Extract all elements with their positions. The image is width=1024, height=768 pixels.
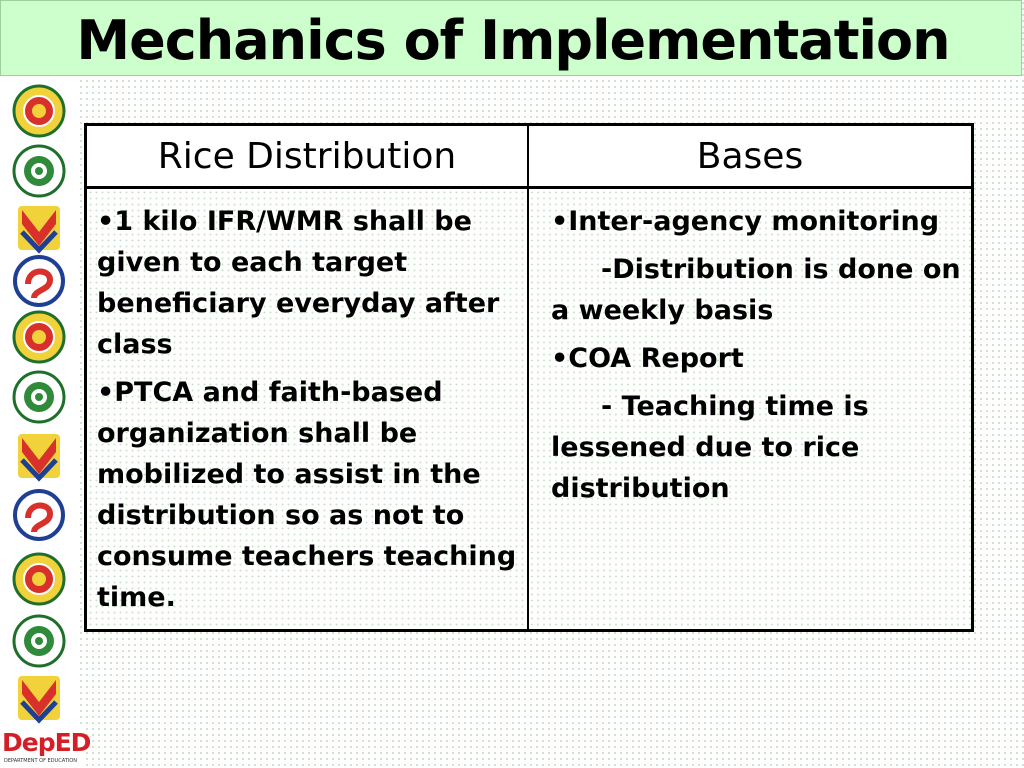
table-header-row	[86, 125, 973, 188]
header-bases: Bases	[528, 125, 973, 188]
dswd-logo-icon	[12, 430, 66, 484]
doh-logo-icon	[12, 254, 66, 308]
bases-item: •Inter-agency monitoring	[551, 206, 940, 237]
bases-subitem: - Teaching time is lessened due to rice distribution	[551, 391, 869, 504]
nutrition-council-seal-icon	[12, 370, 66, 424]
dswd-logo-icon	[12, 672, 66, 726]
page-title: Mechanics of Implementation	[76, 9, 950, 72]
rice-distribution-item: •1 kilo IFR/WMR shall be given to each target beneficiary everyday after class	[97, 206, 500, 360]
deped-seal-icon	[12, 310, 66, 364]
header-rice-distribution: Rice Distribution	[86, 125, 529, 188]
mechanics-table	[84, 123, 974, 632]
dswd-logo-icon	[12, 202, 66, 256]
bases-subitem: -Distribution is done on a weekly basis	[551, 254, 961, 326]
doh-logo-icon	[12, 488, 66, 542]
table-row	[86, 188, 973, 631]
deped-brand-logo	[0, 726, 91, 768]
logo-sidebar	[0, 78, 80, 768]
rice-distribution-cell	[86, 188, 529, 631]
nutrition-council-seal-icon	[12, 144, 66, 198]
deped-seal-icon	[12, 84, 66, 138]
rice-distribution-item: •PTCA and faith-based organization shall be mobilized to assist in the distribution so as not to consume teachers teaching time.	[97, 377, 517, 613]
title-bar	[0, 0, 1022, 76]
deped-brand-subtext: DEPARTMENT OF EDUCATION	[4, 758, 77, 764]
deped-brand-text: DepED	[2, 728, 91, 757]
deped-seal-icon	[12, 552, 66, 606]
bases-item: •COA Report	[551, 343, 744, 374]
bases-cell	[528, 188, 973, 631]
nutrition-council-seal-icon	[12, 614, 66, 668]
